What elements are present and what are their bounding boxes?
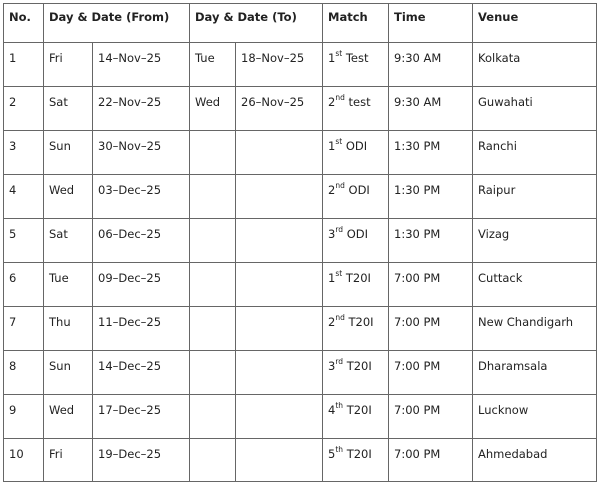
table-row (4, 307, 597, 351)
match-ordinal-suffix: rd (335, 357, 344, 366)
match-ordinal-suffix: th (335, 445, 344, 454)
cell-match (323, 219, 389, 263)
cell-time: 7:00 PM (389, 351, 473, 395)
cell-match (323, 263, 389, 307)
match-ordinal: 4 (328, 403, 336, 417)
cell-from-day: Sat (44, 219, 93, 263)
header-venue: Venue (473, 4, 597, 43)
match-type: ODI (342, 139, 368, 153)
match-type: ODI (344, 183, 370, 197)
cell-time: 9:30 AM (389, 87, 473, 131)
cell-from-date: 14–Nov–25 (93, 43, 190, 87)
cell-from-date: 09–Dec–25 (93, 263, 190, 307)
match-ordinal: 1 (328, 139, 336, 153)
cell-venue: Raipur (473, 175, 597, 219)
cell-from-day: Fri (44, 439, 93, 482)
cell-time: 9:30 AM (389, 43, 473, 87)
header-time: Time (389, 4, 473, 43)
cell-to-date (236, 175, 323, 219)
cell-time: 1:30 PM (389, 219, 473, 263)
match-ordinal: 1 (328, 271, 336, 285)
cell-from-date: 06–Dec–25 (93, 219, 190, 263)
cell-from-day: Sat (44, 87, 93, 131)
cell-from-day: Tue (44, 263, 93, 307)
cell-no: 8 (4, 351, 44, 395)
match-type: T20I (343, 447, 372, 461)
cell-to-date (236, 307, 323, 351)
cell-from-date: 30–Nov–25 (93, 131, 190, 175)
cell-match (323, 87, 389, 131)
cell-venue: Ahmedabad (473, 439, 597, 482)
header-to: Day & Date (To) (190, 4, 323, 43)
cell-from-day: Wed (44, 175, 93, 219)
match-type: T20I (344, 315, 374, 329)
header-row (4, 4, 597, 43)
table-row (4, 395, 597, 439)
cell-to-date (236, 263, 323, 307)
cell-time: 1:30 PM (389, 175, 473, 219)
cell-from-day: Thu (44, 307, 93, 351)
cell-no: 10 (4, 439, 44, 482)
cell-time: 7:00 PM (389, 263, 473, 307)
cell-time: 1:30 PM (389, 131, 473, 175)
cell-match (323, 307, 389, 351)
cell-match (323, 131, 389, 175)
match-ordinal-suffix: nd (335, 181, 345, 190)
match-ordinal-suffix: nd (335, 93, 345, 102)
cell-to-day (190, 439, 236, 482)
cell-venue: New Chandigarh (473, 307, 597, 351)
cell-to-day (190, 131, 236, 175)
match-type: T20I (342, 271, 371, 285)
cell-match (323, 43, 389, 87)
cell-to-date (236, 219, 323, 263)
cell-no: 9 (4, 395, 44, 439)
cell-from-date: 03–Dec–25 (93, 175, 190, 219)
match-type: T20I (343, 359, 372, 373)
cell-from-date: 17–Dec–25 (93, 395, 190, 439)
cell-match (323, 351, 389, 395)
table-row (4, 175, 597, 219)
cell-venue: Guwahati (473, 87, 597, 131)
cell-no: 4 (4, 175, 44, 219)
cell-to-day: Tue (190, 43, 236, 87)
cell-no: 7 (4, 307, 44, 351)
cell-time: 7:00 PM (389, 395, 473, 439)
cell-from-date: 19–Dec–25 (93, 439, 190, 482)
header-from: Day & Date (From) (44, 4, 190, 43)
match-ordinal-suffix: rd (335, 225, 344, 234)
header-match: Match (323, 4, 389, 43)
cell-to-day (190, 307, 236, 351)
match-ordinal-suffix: st (335, 269, 343, 278)
match-ordinal: 2 (328, 315, 336, 329)
cell-venue: Lucknow (473, 395, 597, 439)
cell-from-day: Sun (44, 351, 93, 395)
match-ordinal: 5 (328, 447, 336, 461)
cell-from-day: Wed (44, 395, 93, 439)
match-ordinal-suffix: th (335, 401, 344, 410)
header-no: No. (4, 4, 44, 43)
cell-to-day (190, 351, 236, 395)
match-ordinal: 3 (328, 227, 336, 241)
match-type: ODI (343, 227, 369, 241)
cell-no: 5 (4, 219, 44, 263)
cell-to-day (190, 395, 236, 439)
cell-match (323, 175, 389, 219)
match-ordinal-suffix: nd (335, 313, 345, 322)
table-row (4, 43, 597, 87)
cell-venue: Dharamsala (473, 351, 597, 395)
cell-to-date (236, 131, 323, 175)
cell-to-day (190, 263, 236, 307)
cell-from-day: Sun (44, 131, 93, 175)
cell-to-date: 18–Nov–25 (236, 43, 323, 87)
cell-to-date (236, 351, 323, 395)
cell-match (323, 439, 389, 482)
cell-from-day: Fri (44, 43, 93, 87)
cell-to-date (236, 395, 323, 439)
table-row (4, 263, 597, 307)
table-row (4, 87, 597, 131)
cell-no: 6 (4, 263, 44, 307)
match-ordinal-suffix: st (335, 137, 343, 146)
cell-venue: Vizag (473, 219, 597, 263)
cell-no: 2 (4, 87, 44, 131)
cell-no: 1 (4, 43, 44, 87)
match-ordinal: 3 (328, 359, 336, 373)
cell-venue: Ranchi (473, 131, 597, 175)
cell-to-day (190, 219, 236, 263)
table-row (4, 131, 597, 175)
match-type: Test (342, 51, 369, 65)
table-row (4, 439, 597, 482)
cell-time: 7:00 PM (389, 439, 473, 482)
cell-from-date: 22–Nov–25 (93, 87, 190, 131)
cell-to-day (190, 175, 236, 219)
match-ordinal: 2 (328, 95, 336, 109)
cell-to-day: Wed (190, 87, 236, 131)
cell-to-date: 26–Nov–25 (236, 87, 323, 131)
table-row (4, 219, 597, 263)
match-type: T20I (343, 403, 372, 417)
cell-to-date (236, 439, 323, 482)
cell-from-date: 14–Dec–25 (93, 351, 190, 395)
match-ordinal: 2 (328, 183, 336, 197)
cell-match (323, 395, 389, 439)
match-ordinal-suffix: st (335, 49, 343, 58)
cell-venue: Cuttack (473, 263, 597, 307)
cell-no: 3 (4, 131, 44, 175)
table-row (4, 351, 597, 395)
cell-venue: Kolkata (473, 43, 597, 87)
cell-from-date: 11–Dec–25 (93, 307, 190, 351)
cell-time: 7:00 PM (389, 307, 473, 351)
match-type: test (344, 95, 371, 109)
schedule-table (3, 3, 597, 482)
match-ordinal: 1 (328, 51, 336, 65)
